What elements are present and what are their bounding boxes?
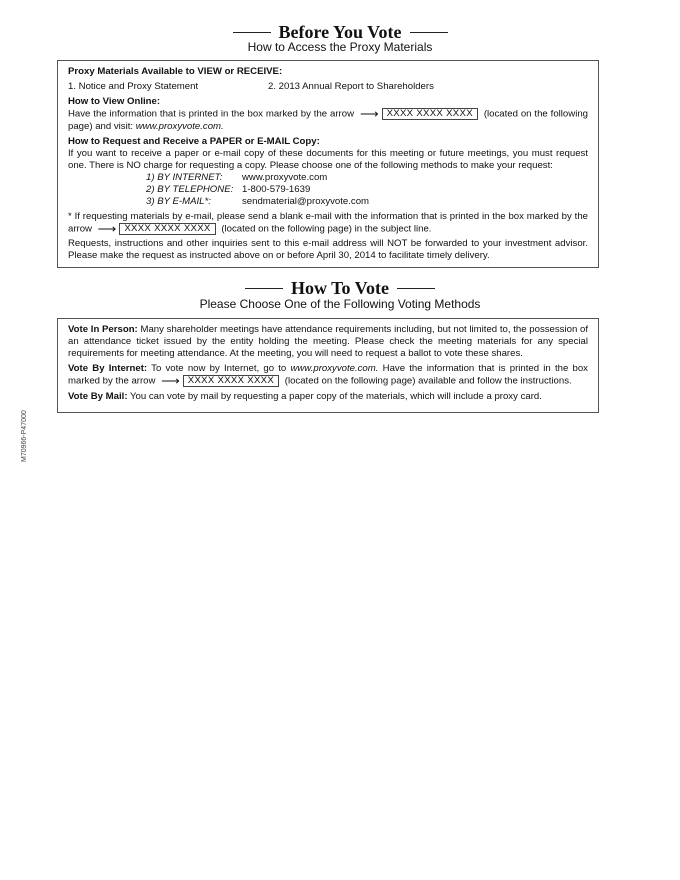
method-email: [146, 196, 588, 208]
materials-item-1: 1. Notice and Proxy Statement: [68, 81, 199, 92]
method-label: 3) BY E-MAIL*:: [146, 195, 211, 207]
materials-heading: Proxy Materials Available to VIEW or RECEIVE:: [68, 66, 283, 77]
method-internet: [146, 172, 588, 184]
view-online-text-b: (located on the following page) and visit:: [68, 108, 588, 132]
vote-internet-text-a: To vote now by Internet, go to: [151, 363, 287, 374]
proxy-materials-box: [57, 60, 599, 268]
before-you-vote-subtitle: How to Access the Proxy Materials: [247, 40, 433, 54]
materials-list: [68, 81, 588, 93]
title-rule-right: [410, 32, 448, 33]
control-number-box: XXXX XXXX XXXX: [183, 375, 279, 387]
how-to-vote-header: [0, 278, 680, 299]
method-telephone: [146, 184, 588, 196]
method-value[interactable]: sendmaterial@proxyvote.com: [242, 195, 370, 207]
how-to-vote-title: How To Vote: [290, 278, 390, 298]
vote-in-person-text: Many shareholder meetings have attendance requirements including, but not limited to, the possession of an attendance ticket issued by the entity holding the meeting. Please check the meeting materials for any special requirements for meeting attendance. At the meeting, you will need to request a ballot to vote these shares.: [68, 324, 588, 359]
how-to-vote-subtitle: Please Choose One of the Following Voting Methods: [199, 297, 481, 311]
method-label: 2) BY TELEPHONE:: [146, 183, 234, 195]
vote-by-internet-label: Vote By Internet:: [68, 363, 148, 374]
vote-by-mail-label: Vote By Mail:: [68, 390, 128, 402]
view-online-text-a: Have the information that is printed in the box marked by the arrow: [68, 108, 355, 120]
materials-item-2: 2. 2013 Annual Report to Shareholders: [268, 81, 434, 92]
request-heading: How to Request and Receive a PAPER or E-MAIL Copy:: [68, 135, 320, 147]
title-rule-right: [397, 288, 435, 289]
proxyvote-link[interactable]: www.proxyvote.com.: [290, 363, 379, 374]
title-rule-left: [245, 288, 283, 289]
vote-in-person: [68, 324, 588, 360]
before-you-vote-title: Before You Vote: [278, 22, 402, 42]
view-online-heading: How to View Online:: [68, 96, 161, 107]
request-footer: Requests, instructions and other inquiries sent to this e-mail address will NOT be forwarded to your investment advisor. Please make the request as instructed above on or before April 30, 2014 to facilitate timely delivery.: [68, 238, 588, 262]
arrow-icon: ⟶: [359, 106, 379, 121]
vote-by-mail-text: You can vote by mail by requesting a paper copy of the materials, which will include a proxy card.: [130, 390, 542, 402]
vote-internet-text-c: (located on the following page) available and follow the instructions.: [284, 375, 572, 387]
document-code: M70966-P47000: [21, 410, 28, 462]
method-label: 1) BY INTERNET:: [146, 171, 223, 183]
control-number-box: XXXX XXXX XXXX: [382, 108, 478, 120]
proxyvote-link[interactable]: www.proxyvote.com.: [135, 120, 224, 132]
vote-by-mail: [68, 391, 588, 403]
arrow-icon: ⟶: [97, 220, 117, 236]
email-note-text-a: * If requesting materials by e-mail, please send a blank e-mail with the information that is printed in the box marked by the arrow: [68, 210, 588, 235]
method-value[interactable]: www.proxyvote.com: [242, 171, 328, 183]
method-value: 1-800-579-1639: [242, 183, 311, 195]
request-text: If you want to receive a paper or e-mail copy of these documents for this meeting or future meetings, you must request one. There is NO charge for requesting a copy. Please choose one of the following methods to make your request:: [68, 147, 588, 171]
email-note-text-b: (located on the following page) in the subject line.: [221, 223, 432, 235]
vote-internet-text-b: Have the information that is printed in the box marked by the arrow: [68, 363, 588, 387]
voting-methods-box: [57, 318, 599, 413]
title-rule-left: [233, 32, 271, 33]
email-note: [68, 211, 588, 236]
control-number-box: XXXX XXXX XXXX: [119, 223, 215, 235]
vote-in-person-label: Vote In Person:: [68, 324, 138, 335]
request-methods: [146, 172, 588, 208]
view-online-text: [68, 108, 588, 133]
vote-by-internet: [68, 363, 588, 388]
arrow-icon: ⟶: [161, 373, 180, 388]
